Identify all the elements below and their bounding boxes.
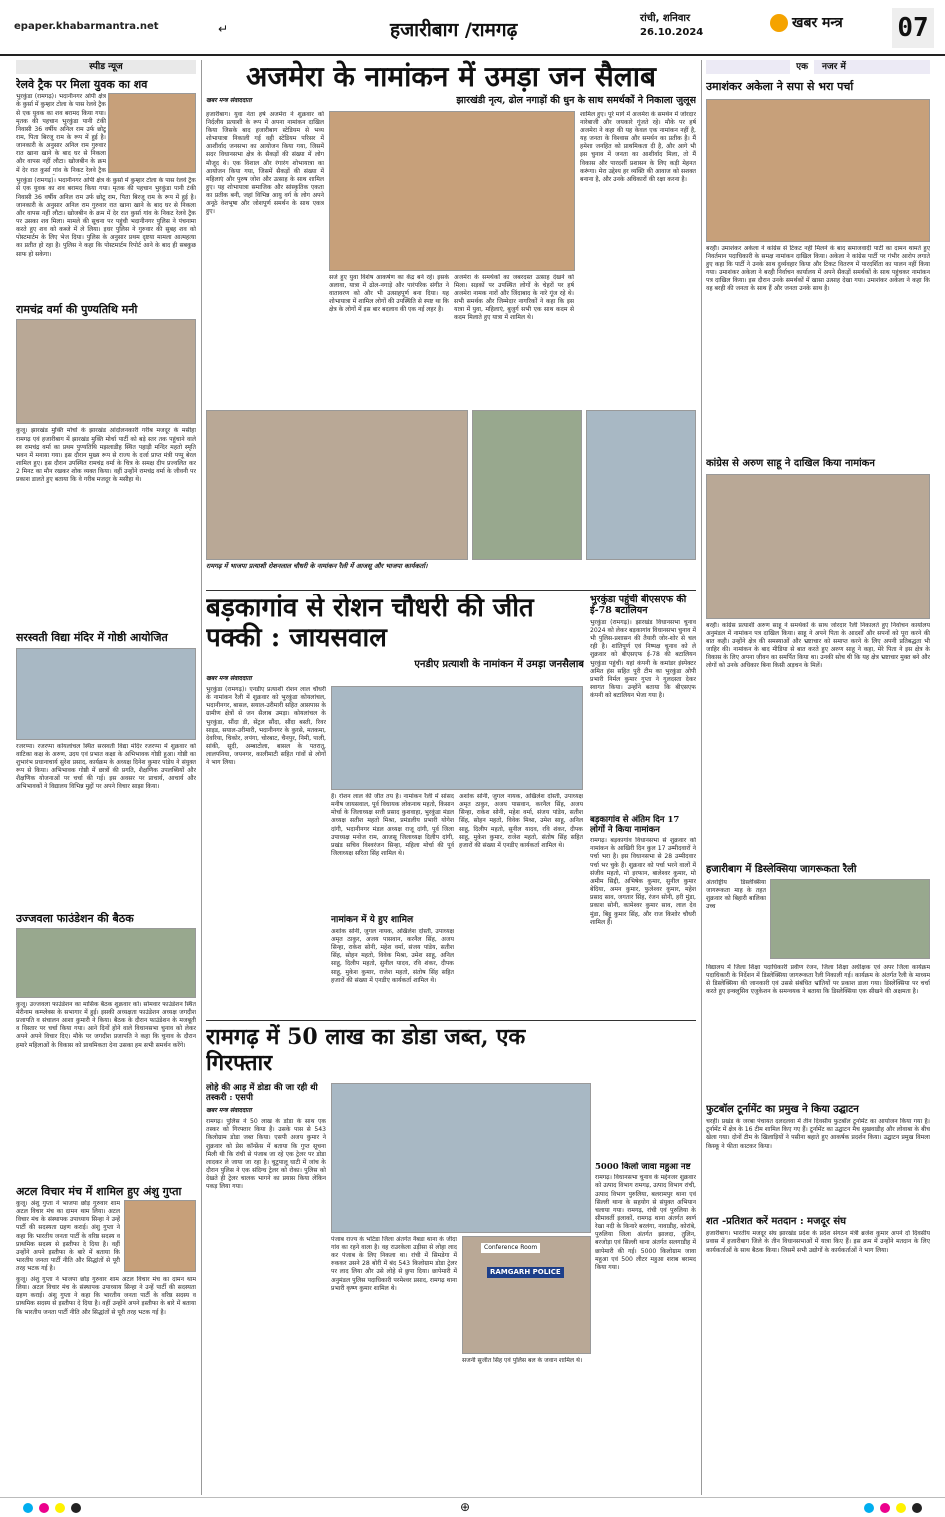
site-url[interactable]: epaper.khabarmantra.net: [14, 21, 159, 32]
color-strip-left: [20, 1498, 84, 1517]
story-akela-text: बरही। उमाशंकर अकेला ने कांग्रेस से टिकट नहीं मिलने के बाद समाजवादी पार्टी का दामन थामते हुए निवर्तमान पदाधिकारी के समक्ष नामांकन दाखिल किया। अकेला ने कांग्रेस पार्टी पर गंभीर आरोप लगाते हुए कहा कि पार्टी ने उनके साथ दुर्व्यवहार किया और टिकट वितरण में पारदर्शिता का पालन नहीं किया गया। उमाशंकर अकेला ने बरही निर्वाचन कार्यालय में अपने सैकड़ों समर्थकों के साथ पहुंचकर नामांकन पत्र दाखिल किया। इस दौरान उनके समर्थकों में खासा उत्साह देखा गया। उमाशंकर अकेला ने कहा कि वह बरही की जनता के साथ हैं और जनता उनके साथ है।: [706, 244, 930, 293]
left-column: [16, 60, 196, 1495]
cyan-dot: [23, 1503, 33, 1513]
story-football-text: चरही। प्रखंड के जरबा पंचायत दलदलवा में तीन दिवसीय फुटबॉल टूर्नामेंट का आयोजन किया गया है। टूर्नामेंट में क्षेत्र के 16 टीम शामिल किए गए हैं। टूर्नामेंट का उद्घाटन मैच सुखवाडीह और लोवाबा के बीच खेला गया। दोनों टीम के खिलाड़ियों ने पसीना बहाते हुए आकर्षक प्रदर्शन किया। उद्घाटन प्रमुख विमला किस्कू ने फीता काटकर किया।: [706, 1118, 930, 1150]
logo-icon: [770, 14, 788, 32]
story-doda-subhead: लोहे की आड़ में डोडा की जा रही थी तस्करी : एसपी: [206, 1082, 318, 1103]
story-ajmera-text-3: अजमेरा के समर्थकों का जबरदस्त उत्साह देखने को मिला। सड़कों पर उपस्थित लोगों के चेहरों पर हर्ष अजमेरा नामक नारों और जिंदाबाद के नारे गूंज रहे थे। सभी समर्थक और जिम्मेदार नागरिकों ने कहा कि इस यात्रा में युवा, महिलाएं, बुजुर्ग सभी एक साथ कदम से कदम मिलाते हुए यात्रा में शामिल थे।: [454, 273, 574, 322]
story-verma-photo: [16, 319, 196, 424]
rally-photo-2: [472, 410, 582, 560]
story-anshu-text-cont: कुजू। अंशु गुप्ता ने भाजपा छोड़ गुरुवार शाम अटल विचार मंच का दामन थाम लिया। अटल विचार मंच के संस्थापक उपाध्याय सिन्हा ने उन्हें पार्टी की सदस्यता ग्रहण कराई। अंशु गुप्ता ने कहा कि भारतीय जनता पार्टी के वरिष्ठ सदस्य व प्राथमिक सदस्य से इस्तीफा दे दिया है। वहीं उन्होंने अपने इस्तीफा के बारे में बताया कि भारतीय जनता पार्टी नीति और सिद्धांतों से पूरी तरह भटक गई है।: [16, 1275, 196, 1316]
story-ujjwala-headline[interactable]: उज्जवला फाउंडेशन की बैठक: [16, 911, 134, 925]
story-railway-text-cont: भुरकुंडा (रामगढ़)। भदानीनगर ओपी क्षेत्र के कुर्सा में कुम्हार टोला के पास रेलवे ट्रैक से एक युवक का शव बरामद किया गया। मृतक की पहचान भुरकुंडा पानी टंकी निवासी 36 वर्षीय अनिल राम उर्फ छोटू राम, पिता बिरजू राम के रूप में हुई है। जानकारी के अनुसार अनिल राम गुरुवार रात खाना खाने के बाद घर से निकला और वापस नहीं लौटा। खोजबीन के क्रम में देर रात कुर्सा गांव के निकट रेलवे ट्रैक पर उसका शव मिला। मामले की सूचना पर पहुंची भदानीनगर पुलिस ने पंचनामा करते हुए शव को कब्जे में ले लिया। इधर पुलिस ने गुरुवार की सुबह शव को पोस्टमार्टम के लिए भेज दिया। पुलिस के अनुसार प्रथम दृष्टया मामला आत्महत्या का प्रतीत हो रहा है। पुलिस ने कहा कि पोस्टमार्टम रिपोर्ट आने के बाद ही सबकुछ साफ हो सकेगा।: [16, 177, 196, 258]
ek-tag: एक: [790, 60, 814, 74]
magenta-dot: [39, 1503, 49, 1513]
story-roshan-box-text: अशोक सोनी, जुगल नायक, अखिलेश दोस्ती, उपाध्यक्ष अमृत ठाकुर, अजय पासवान, करनैल सिंह, अजय सिन्हा, राकेश सोनी, महेश वर्मा, संजय पांडेय, सतीश सिंह, सोहन महतो, विवेक मिश्रा, उमेश साहू, अनिल साहू, दिलीप महतो, सुनील यादव, रवि शंकर, दीपक साहू, मुकेश कुमार, राजेश महतो, संतोष सिंह सहित हजारों की संख्या में एनडीए कार्यकर्ता शामिल थे।: [331, 927, 454, 984]
story-ajmera-subhead: झारखंडी नृत्य, ढोल नगाड़ों की धुन के साथ समर्थकों ने निकाला जुलूस: [456, 95, 696, 107]
story-bsf-text: भुरकुंडा (रामगढ़)। झारखंड विधानसभा चुनाव 2024 को लेकर बड़कागांव विधानसभा चुनाव में भी पुलिस-प्रशासन की तैयारी जोर-शोर से चल रही है। शांतिपूर्ण एवं निष्पक्ष चुनाव को ले शुक्रवार को बीएसएफ ई-78 की बटालियन भुरकुंडा पहुंची। यहां कंपनी के कमांडर इंस्पेक्टर अमित हंस सहित पूरी टीम का भुरकुंडा ओपी प्रभारी निर्मल कुमार गुप्ता ने गुलदस्ता देकर स्वागत किया। उन्होंने बताया कि बीएसएफ कंपनी को बटालियन भेजा गया है।: [590, 618, 696, 700]
story-roshan: [206, 594, 584, 1018]
story-dyslexia-photo: [770, 879, 930, 959]
yellow-dot: [55, 1503, 65, 1513]
story-ajmera-headline[interactable]: अजमेरा के नामांकन में उमड़ा जन सैलाब: [246, 60, 656, 93]
section-divider: [206, 590, 696, 591]
story-football-headline[interactable]: फुटबॉल टूर्नामेंट का प्रमुख ने किया उद्घाटन: [706, 1103, 859, 1115]
story-anshu: [16, 1200, 196, 1360]
story-anshu-headline[interactable]: अटल विचार मंच में शामिल हुए अंशु गुप्ता: [16, 1184, 182, 1198]
rally-photo-1: [206, 410, 468, 560]
story-doda-text-2: पंजाब राज्य के भटिंडा जिला अंतर्गत नैबडा थाना के जीदा गांव का रहने वाला है। वह राउरकेला उड़ीसा से लोहा लाद कर पंजाब के लिए निकला था। रांची में सिमडेगा में रुककर उसने 28 बोरी में बंद 543 किलोग्राम डोडा ट्रेलर पर लाद लिया और उसे लोहे से छुपा दिया। छापेमारी में अनुमंडल पुलिस पदाधिकारी परमेश्वर प्रसाद, रामगढ़ थाना प्रभारी कृष्ण कुमार शामिल थे।: [331, 1235, 457, 1292]
story-roshan-subhead: एनडीए प्रत्याशी के नामांकन में उमड़ा जनसैलाब: [414, 658, 584, 670]
story-doda-headline[interactable]: रामगढ़ में 50 लाख का डोडा जब्त, एक गिरफ्तार: [206, 1024, 526, 1077]
story-railway: [16, 93, 196, 303]
column-divider-right: [701, 60, 702, 1495]
color-strip-right: [861, 1498, 925, 1517]
yellow-dot: [896, 1503, 906, 1513]
ek-nazar-band: [706, 60, 930, 74]
story-ajmera-text-1: हजारीबाग। युवा नेता हर्ष अजमेरा ने शुक्रवार को निर्दलीय प्रत्याशी के रूप में अपना नामांकन दाखिल किया जिसके बाद हजारीबाग स्टेडियम से भव्य शोभायात्रा निकाली गई वही स्टेडियम परिसर में आशीर्वाद जनसभा का आयोजन किया गया, जिसमें सदर विधानसभा क्षेत्र के सैकड़ों की संख्या में लोग मौजूद थे। एक विशाल और रंगारंग शोभायात्रा का आयोजन किया गया, जिसमें सैकड़ों की संख्या में महिलाएं और पुरुष जोश और उत्साह के साथ शामिल हुए। यह शोभायात्रा समाजिक और सांस्कृतिक एकता का प्रतीक बनी, जहां विभिन्न आयु वर्ग के लोग अपने अनूठे वेशभूषा और जोशपूर्ण समर्थन के साथ एकत्र हुए।: [206, 110, 324, 216]
story-doda-byline: खबर मन्त्र संवाददाता: [206, 1107, 252, 1115]
story-sangh-headline[interactable]: शत -प्रतिशत करें मतदान : मजदूर संघ: [706, 1216, 847, 1228]
story-mahua: [595, 1162, 696, 1496]
story-roshan-text-3: अशोक सोनी, जुगल नायक, अखिलेश दोस्ती, उपाध्यक्ष अमृत ठाकुर, अजय पासवान, करनैल सिंह, अजय सिन्हा, राकेश सोनी, महेश वर्मा, संजय पांडेय, सतीश सिंह, सोहन महतो, विवेक मिश्रा, उमेश साहू, अनिल साहू, दिलीप महतो, सुनील यादव, रवि शंकर, दीपक साहू, मुकेश कुमार, राजेश महतो, संतोष सिंह सहित हजारों की संख्या में एनडीए कार्यकर्ता शामिल थे।: [459, 792, 583, 849]
black-dot: [912, 1503, 922, 1513]
story-anshu-photo: [124, 1200, 196, 1272]
story-school-headline[interactable]: सरस्वती विद्या मंदिर में गोष्ठी आयोजित: [16, 631, 168, 645]
story-akela-headline[interactable]: उमाशंकर अकेला ने सपा से भरा पर्चा: [706, 80, 854, 93]
story-arun-text: बरही। कांग्रेस प्रत्याशी अरुण साहू ने समर्थकों के साथ जोरदार रैली निकालते हुए निर्वाचन कार्यालय अनुमंडल में नामांकन पत्र दाखिल किया। साहू ने अपने पिता के आदर्शों और सपनों को पूरा करने की बात कही। उन्होंने क्षेत्र की समस्याओं और भ्रष्टाचार को समाप्त करने के लिए अपनी प्रतिबद्धता भी जाहिर की। नामांकन के बाद मीडिया से बात करते हुए अरुण साहू ने कहा, मेरे पिता ने इस क्षेत्र के विकास के लिए अपना जीवन का समर्पित किया था। उनकी सोच थी कि यह क्षेत्र भ्रष्टाचार मुक्त बने और लोगों को उनके अधिकार बिना किसी अड़चन के मिलें।: [706, 621, 930, 670]
cyan-dot: [864, 1503, 874, 1513]
story-dyslexia-text: विद्यालय में जिला शिक्षा पदाधिकारी प्रवीण रंजन, जिला शिक्षा अधीक्षक एवं अपर जिला कार्यक्रम पदाधिकारी के निर्देशन में डिस्लेक्सिया जागरूकता रैली निकाली गई। कार्यक्रम के अंतर्गत रैली के माध्यम से डिस्लेक्सिया की जानकारी एवं उससे संबंधित भ्रांतियों पर प्रकाश डाला गया। डिस्लेक्सिया पर चर्चा करते हुए इन्क्लूसिव एजुकेशन के समन्वयक ने बताया कि डिस्लेक्सिया एक सीखने की अक्षमता है।: [706, 963, 930, 996]
registration-mark-icon: ⊕: [460, 1500, 471, 1514]
cursor-icon: ↵: [218, 22, 229, 36]
story-verma-text: कुजू। झारखंड मुक्ति मोर्चा के झारखंड आंदोलनकारी गरीब मजदूर के मसीहा रामगढ़ एवं हजारीबाग में झारखंड मुक्ति मोर्चा पार्टी को बड़े स्तर तक पहुंचाने वाले स्व रामचंद्र वर्मा का प्रथम पुण्यतिथि मझलाडीह स्थित पहाड़ी मन्दिर महतो स्मृति भवन में मनाया गया। इस दौरान मुख्य रूप से राज्य के दर्जा प्राप्त मंत्री पप्पू बेरल शामिल हुए। इस दौरान उपस्थित रामचंद्र वर्मा के चित्र के समक्ष दीप प्रज्वलित कर 2 मिनट का मौन रखकर शोक व्यक्त किया। वहीं उन्होंने रामचंद्र वर्मा के जीवनी पर प्रकाश डालते हुए बताया कि वे गरीब मजदूर के मसीहा थे।: [16, 427, 196, 484]
story-ujjwala-text: कुजू। उज्जवला फाउंडेशन का मासिक बैठक शुक्रवार को। सोमवार फाउंडेशन स्थित मेरीनाम कम्प्लेक्स के सभागार में हुई। इसकी अध्यक्षता फाउंडेशन अध्यक्ष जगदीश प्रजापति व संचालन आशा कुमारी ने किया। बैठक के दौरान फाउंडेशन के मजबूती व विस्तार पर चर्चा किया गया। आने दिनों होने वाले विधानसभा चुनाव को लेकर अपने अपने विचार दिए। मौके पर जगदीश प्रजापति ने कहा कि चुनाव के दौरान हमारे महिलाओं के विकास को प्राथमिकता देना उसका हम सभी समर्थन करेंगे।: [16, 1000, 196, 1049]
story-arun-headline[interactable]: कांग्रेस से अरुण साहू ने दाखिल किया नामांकन: [706, 457, 875, 469]
story-doda-text-1: रामगढ़। पुलिस ने 50 लाख के डोडा के साथ एक तस्कर को गिरफ्तार किया है। उसके पास से 543 किलोग्राम डोडा जब्त किया। एसपी अजय कुमार ने शुक्रवार को प्रेस कॉन्फ्रेंस में बताया कि गुप्त सूचना मिली थी कि रांची से पंजाब जा रहे एक ट्रेलर पर डोडा लादकर ले जाया जा रहा है। चुटुपालू घाटी में जांच के दौरान पुलिस ने एक संदिग्ध ट्रेलर को रोका। पुलिस को देखते ही ट्रेलर चालक भागने का प्रयास किया लेकिन पकड़ लिया गया।: [206, 1118, 326, 1191]
edition-date: [640, 12, 703, 39]
black-dot: [71, 1503, 81, 1513]
story-roshan-headline[interactable]: बड़कागांव से रोशन चौधरी की जीत पक्की : जायसवाल: [206, 594, 534, 653]
story-dyslexia-lead: अंतर्राष्ट्रीय डिस्लेक्सिया जागरूकता माह के तहत शुक्रवार को बिहारी बालिका उच्च: [706, 878, 766, 911]
logo-text: खबर मन्त्र: [792, 15, 843, 31]
rally-photo-caption: रामगढ़ में भाजपा प्रत्याशी रोशनलाल चौधरी के नामांकन रैली में आजसू और भाजपा कार्यकर्ता।: [206, 561, 428, 570]
conference-photo: [462, 1236, 591, 1354]
right-column: [706, 60, 930, 1495]
story-school-text: रजरप्पा। रजरप्पा कोयलांचल स्थित सरस्वती विद्या मंदिर रजरप्पा में शुक्रवार को वाटिका कक्ष के अरुण, उदय एवं प्रभात कक्षा के अभिभावक गोष्ठी हुआ। गोष्ठी का शुभारंभ प्रधानाचार्य सुरेश प्रसाद, कार्यक्रम के अध्यक्ष दिनेश कुमार पांडेय ने संयुक्त रूप से किया। अभिभावक गोष्ठी में छात्रों की प्रगति, शैक्षणिक उपलब्धियों और शैक्षणिक योजनाओं पर चर्चा की गई। इस अवसर पर प्राचार्य, आचार्य और अभिभावकों ने विद्यालय विभिन्न मुद्दों पर अपने विचार साझा किया।: [16, 742, 196, 791]
page-footer: [0, 1497, 945, 1517]
mid-right-column: [590, 594, 696, 1018]
story-arun-photo: [706, 474, 930, 619]
story-mahua-text: रामगढ़। विधानसभा चुनाव के मद्देनजर शुक्रवार को उत्पाद विभाग रामगढ़, उत्पाद विभाग रांची, उत्पाद विभाग पुरुलिया, बलरामपुर थाना एवं सिल्ली थाना के सहयोग से संयुक्त अभियान चलाया गया। रामगढ़, रांची एवं पुरुलिया के सीमावर्ती इलाकों, रामगढ़ थाना अंतर्गत स्वर्ण रेखा नदी के किनारे बरलंगा, नावाडीह, कोरांबे, पुरुलिया जिला अंतर्गत झालदा, तुलिन, बरजोड़ा एवं सिल्ली थाना अंतर्गत सलगाडीह में छापेमारी की गई। 5000 किलोग्राम जावा महुआ एवं 500 लीटर महुआ शराब बरामद किया गया।: [595, 1174, 696, 1271]
date-value: 26.10.2024: [640, 26, 704, 38]
story-ajmera-text-4: शामिल हुए। पूरे मार्ग में अजमेरा के समर्थन में जोरदार नारेबाजी और जयकारे गूंजते रहे। मौके पर हर्ष अजमेरा ने कहा की यह केवल एक नामांकन नहीं है, यह जनता के विश्वास और समर्थन का प्रतीक है। मैं हमेशा जनहित को प्राथमिकता दी है, और आगे भी इस चुनाव में जनता का आशीर्वाद मिला, तो मैं विकास और पारदर्शी प्रशासन के लिए कड़ी मेहनत करूंगा। मेरा उद्देश्य हर व्यक्ति की आवाज को सशक्त बनाना है, और उनके अधिकारों की रक्षा करना है।: [580, 110, 696, 183]
police-banner: RAMGARH POLICE: [487, 1267, 564, 1278]
story-nomination-headline[interactable]: बड़कागांव से अंतिम दिन 17 लोगों ने किया नामांकन: [590, 814, 680, 835]
story-mahua-headline[interactable]: 5000 किलो जावा महुआ नष्ट: [595, 1162, 691, 1172]
story-doda-caption: सजनी सुजीत सिंह एवं पुलिस बल के जवान शामिल थे।: [462, 1356, 583, 1364]
place-day: रांची, शनिवार: [640, 13, 691, 24]
story-ajmera-text-2: सजे हुए युवा विशेष आकर्षण का केंद्र बने रहे। इसके अलावा, यात्रा में ढोल-नगाड़े और पारंपरिक संगीत ने वातावरण को और भी उत्साहपूर्ण बना दिया। यह शोभायात्रा में शामिल लोगों की उपस्थिति से स्पष्ट था कि क्षेत्र के लोगों में इस बार बदलाव की एक नई लहर है।: [329, 273, 449, 314]
story-railway-photo: [108, 93, 196, 173]
story-roshan-box-head: नामांकन में ये हुए शामिल: [331, 914, 414, 925]
story-bsf-headline[interactable]: भुरकुंडा पहुंची बीएसएफ की ई-78 बटालियन: [590, 594, 687, 617]
magenta-dot: [880, 1503, 890, 1513]
story-anshu-text: कुजू। अंशु गुप्ता ने भाजपा छोड़ गुरुवार शाम अटल विचार मंच का दामन थाम लिया। अटल विचार मंच के संस्थापक उपाध्याय सिन्हा ने उन्हें पार्टी की सदस्यता ग्रहण कराई। अंशु गुप्ता ने कहा कि भारतीय जनता पार्टी के वरिष्ठ सदस्य व प्राथमिक सदस्य से इस्तीफा दे दिया है। वहीं उन्होंने अपने इस्तीफा के बारे में बताया कि भारतीय जनता पार्टी नीति और सिद्धांतों से पूरी तरह भटक गई है।: [16, 1199, 120, 1273]
story-dyslexia-headline[interactable]: हजारीबाग में डिस्लेक्सिया जागरूकता रैली: [706, 863, 857, 875]
story-sangh-text: हजारीबाग। भारतीय मजदूर संघ झारखंड प्रदेश के प्रदेश संगठन मंत्री ब्रजेश कुमार अपने दो दिवसीय प्रवास में हजारीबाग जिले के तीन विधानसभाओं में यात्रा किए हैं। इस क्रम में उन्होंने मतदान के लिए कार्यकर्ताओं के साथ बैठक किया। जिसमें सभी उद्योगों के कार्यकर्ताओं ने भाग लिया।: [706, 1230, 930, 1254]
story-nomination-text: रामगढ़। बड़कागांव विधानसभा से शुक्रवार को नामांकन के आखिरी दिन कुल 17 उम्मीदवारों ने पर्चा भरा है। इस विधानसभा से 28 उम्मीदवार पर्चा भर चुके हैं। शुक्रवार को पर्चा भरने वालों में संजीव महतो, मो इरफान, बालेश्वर कुमार, मो अमीम सिद्दी, अभिषेक कुमार, सुनील कुमार बेदिया, अमन कुमार, फुलेश्वर कुमार, महेश प्रसाद साव, जगतार सिंह, रंजन सोनी, हरी मुंडा, प्रकाश सोनी, कामेश्वर कुमार साव, लाल देव मुंडा, बिट्टू कुमार सिंह, और राज किशोर चौधरी शामिल हैं।: [590, 837, 696, 926]
story-doda: [206, 1024, 591, 1496]
story-railway-text: भुरकुंडा (रामगढ़)। भदानीनगर ओपी क्षेत्र के कुर्सा में कुम्हार टोला के पास रेलवे ट्रैक से एक युवक का शव बरामद किया गया। मृतक की पहचान भुरकुंडा पानी टंकी निवासी 36 वर्षीय अनिल राम उर्फ छोटू राम, पिता बिरजू राम के रूप में हुई है। जानकारी के अनुसार अनिल राम गुरुवार रात खाना खाने के बाद घर से निकला और वापस नहीं लौटा। खोजबीन के क्रम में देर रात कुर्सा गांव के निकट रेलवे ट्रैक: [16, 93, 106, 174]
rally-photo-3: [586, 410, 696, 560]
section-divider-2: [206, 1020, 696, 1021]
story-roshan-byline: खबर मन्त्र संवाददाता: [206, 674, 252, 682]
brand-logo: [770, 14, 843, 32]
story-verma-headline[interactable]: रामचंद्र वर्मा की पुण्यतिथि मनी: [16, 303, 138, 317]
story-doda-photo: [331, 1083, 591, 1233]
masthead: [0, 0, 945, 56]
story-ajmera-photo: [329, 111, 575, 271]
story-ajmera-byline: खबर मन्त्र संवाददाता: [206, 97, 252, 105]
speed-news-band: स्पीड न्यूज: [16, 60, 196, 74]
conference-room-label: Conference Room: [481, 1243, 540, 1253]
column-divider: [201, 60, 202, 1495]
page-number: 07: [892, 8, 934, 48]
story-railway-headline[interactable]: रेलवे ट्रैक पर मिला युवक का शव: [16, 78, 148, 91]
story-ajmera: [206, 60, 696, 590]
story-dyslexia: [706, 879, 930, 961]
story-ujjwala-photo: [16, 928, 196, 998]
story-akela-photo: [706, 99, 930, 242]
story-roshan-text-1: भुरकुंडा (रामगढ़)। एनडीए प्रत्याशी रोशन लाल चौधरी के नामांकन रैली में शुक्रवार को भुरकुंडा कोयलांचल, भदानीनगर, बासल, सयाल-उरीमारी सहित आसपास के ग्रामीण क्षेत्रों से जन सैलाब उमड़ा। कोयलांचल के भुरकुंडा, सौंदा डी, सेंट्रल सौंदा, सौंदा बस्ती, रिवर साइड, सयाल-उरीमारी, भदानीनगर के कुरसे, मतकमा, देवरिया, चिकोर, लपंगा, चोरबाट, चैनपुर, निमी, पाली, सांकी, सूदी, अम्बाटोला, बासल के पतरातू, लालपनिया, जयनगर, कालीमाटी सहित गांवों से लोगों ने भाग लिया।: [206, 685, 326, 767]
nazar-label: नजर में: [822, 62, 846, 72]
story-roshan-text-2: है। रोशन लाल की जीत तय है। नामांकन रैली में सांसद मनीष जायसवाल, पूर्व विधायक लोकनाथ महतो, किसान मोर्चा के जिलाध्यक्ष सत्ती प्रसाद कुशवाहा, भुरकुंडा मंडल अध्यक्ष सतीश महतो मिश्रा, प्रमंडलीय प्रभारी योगेश दांगी, भदानीनगर मंडल अध्यक्ष राजू दांगी, पूर्व जिला उपाध्यक्ष मनोज राम, आजसू जिलाध्यक्ष दिलीप दांगी, प्रखंड सचिव विश्वरंजन सिन्हा, महिला मोर्चा की पूर्व जिलाध्यक्ष सरिता सिंह शामिल थे।: [331, 792, 454, 857]
story-school-photo: [16, 648, 196, 740]
story-roshan-photo: [331, 686, 583, 790]
edition-title: हजारीबाग /रामगढ़: [390, 19, 518, 41]
